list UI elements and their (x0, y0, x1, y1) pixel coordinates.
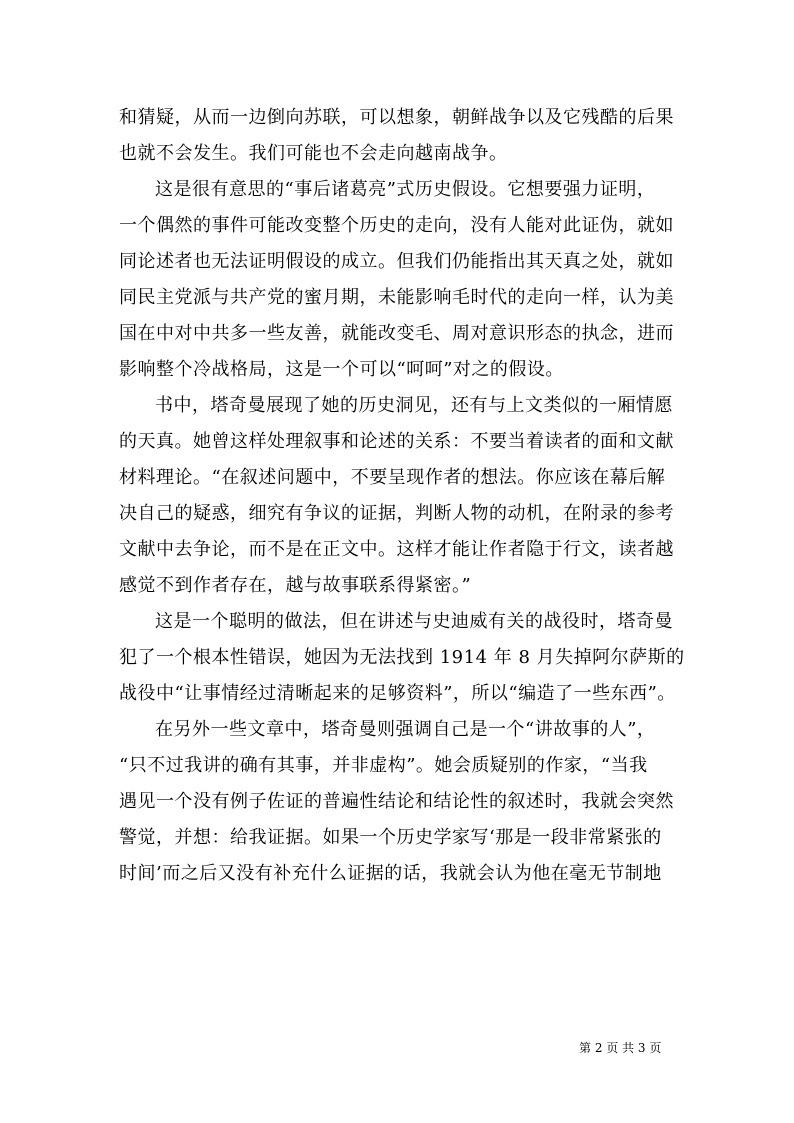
paragraph-start-line: 这是很有意思的“事后诸葛亮”式历史假设。它想要强力证明， (155, 179, 656, 200)
paragraph-start-line: 这是一个聪明的做法，但在讲述与史迪威有关的战役时，塔奇曼 (155, 611, 673, 632)
text-line: 同论述者也无法证明假设的成立。但我们仍能指出其天真之处，就如 (119, 251, 674, 272)
text-line: 文献中去争论，而不是在正文中。这样才能让作者隐于行文，读者越 (119, 539, 674, 560)
text-line: 遇见一个没有例子佐证的普遍性结论和结论性的叙述时，我就会突然 (119, 791, 674, 812)
text-line: 感觉不到作者存在，越与故事联系得紧密。” (119, 575, 472, 596)
text-line: 的天真。她曾这样处理叙事和论述的关系：不要当着读者的面和文献 (119, 431, 674, 452)
paragraph-start-line: 在另外一些文章中，塔奇曼则强调自己是一个“讲故事的人”， (155, 719, 656, 740)
text-line: 影响整个冷战格局，这是一个可以“呵呵”对之的假设。 (119, 359, 564, 380)
text-line: 也就不会发生。我们可能也不会走向越南战争。 (119, 143, 508, 164)
text-line: 犯了一个根本性错误，她因为无法找到 1914 年 8 月失掉阿尔萨斯的 (119, 647, 685, 668)
text-line: “只不过我讲的确有其事，并非虚构”。她会质疑别的作家，“当我 (119, 755, 648, 776)
text-line: 同民主党派与共产党的蜜月期，未能影响毛时代的走向一样，认为美 (119, 287, 674, 308)
text-line: 警觉，并想：给我证据。如果一个历史学家写‘那是一段非常紧张的 (119, 827, 662, 848)
text-line: 时间’而之后又没有补充什么证据的话，我就会认为他在毫无节制地 (119, 863, 662, 884)
paragraph-start-line: 书中，塔奇曼展现了她的历史洞见，还有与上文类似的一厢情愿 (155, 395, 673, 416)
text-line: 决自己的疑惑，细究有争议的证据，判断人物的动机，在附录的参考 (119, 503, 674, 524)
text-line: 一个偶然的事件可能改变整个历史的走向，没有人能对此证伪，就如 (119, 215, 674, 236)
document-body (119, 100, 685, 892)
text-line: 和猜疑，从而一边倒向苏联，可以想象，朝鲜战争以及它残酷的后果 (119, 107, 674, 128)
page-number-footer: 第 2 页 共 3 页 (579, 1041, 662, 1055)
text-line: 战役中“让事情经过清晰起来的足够资料”，所以“编造了一些东西”。 (119, 683, 676, 704)
text-line: 材料理论。“在叙述问题中，不要呈现作者的想法。你应该在幕后解 (119, 467, 666, 488)
text-line: 国在中对中共多一些友善，就能改变毛、周对意识形态的执念，进而 (119, 323, 674, 344)
